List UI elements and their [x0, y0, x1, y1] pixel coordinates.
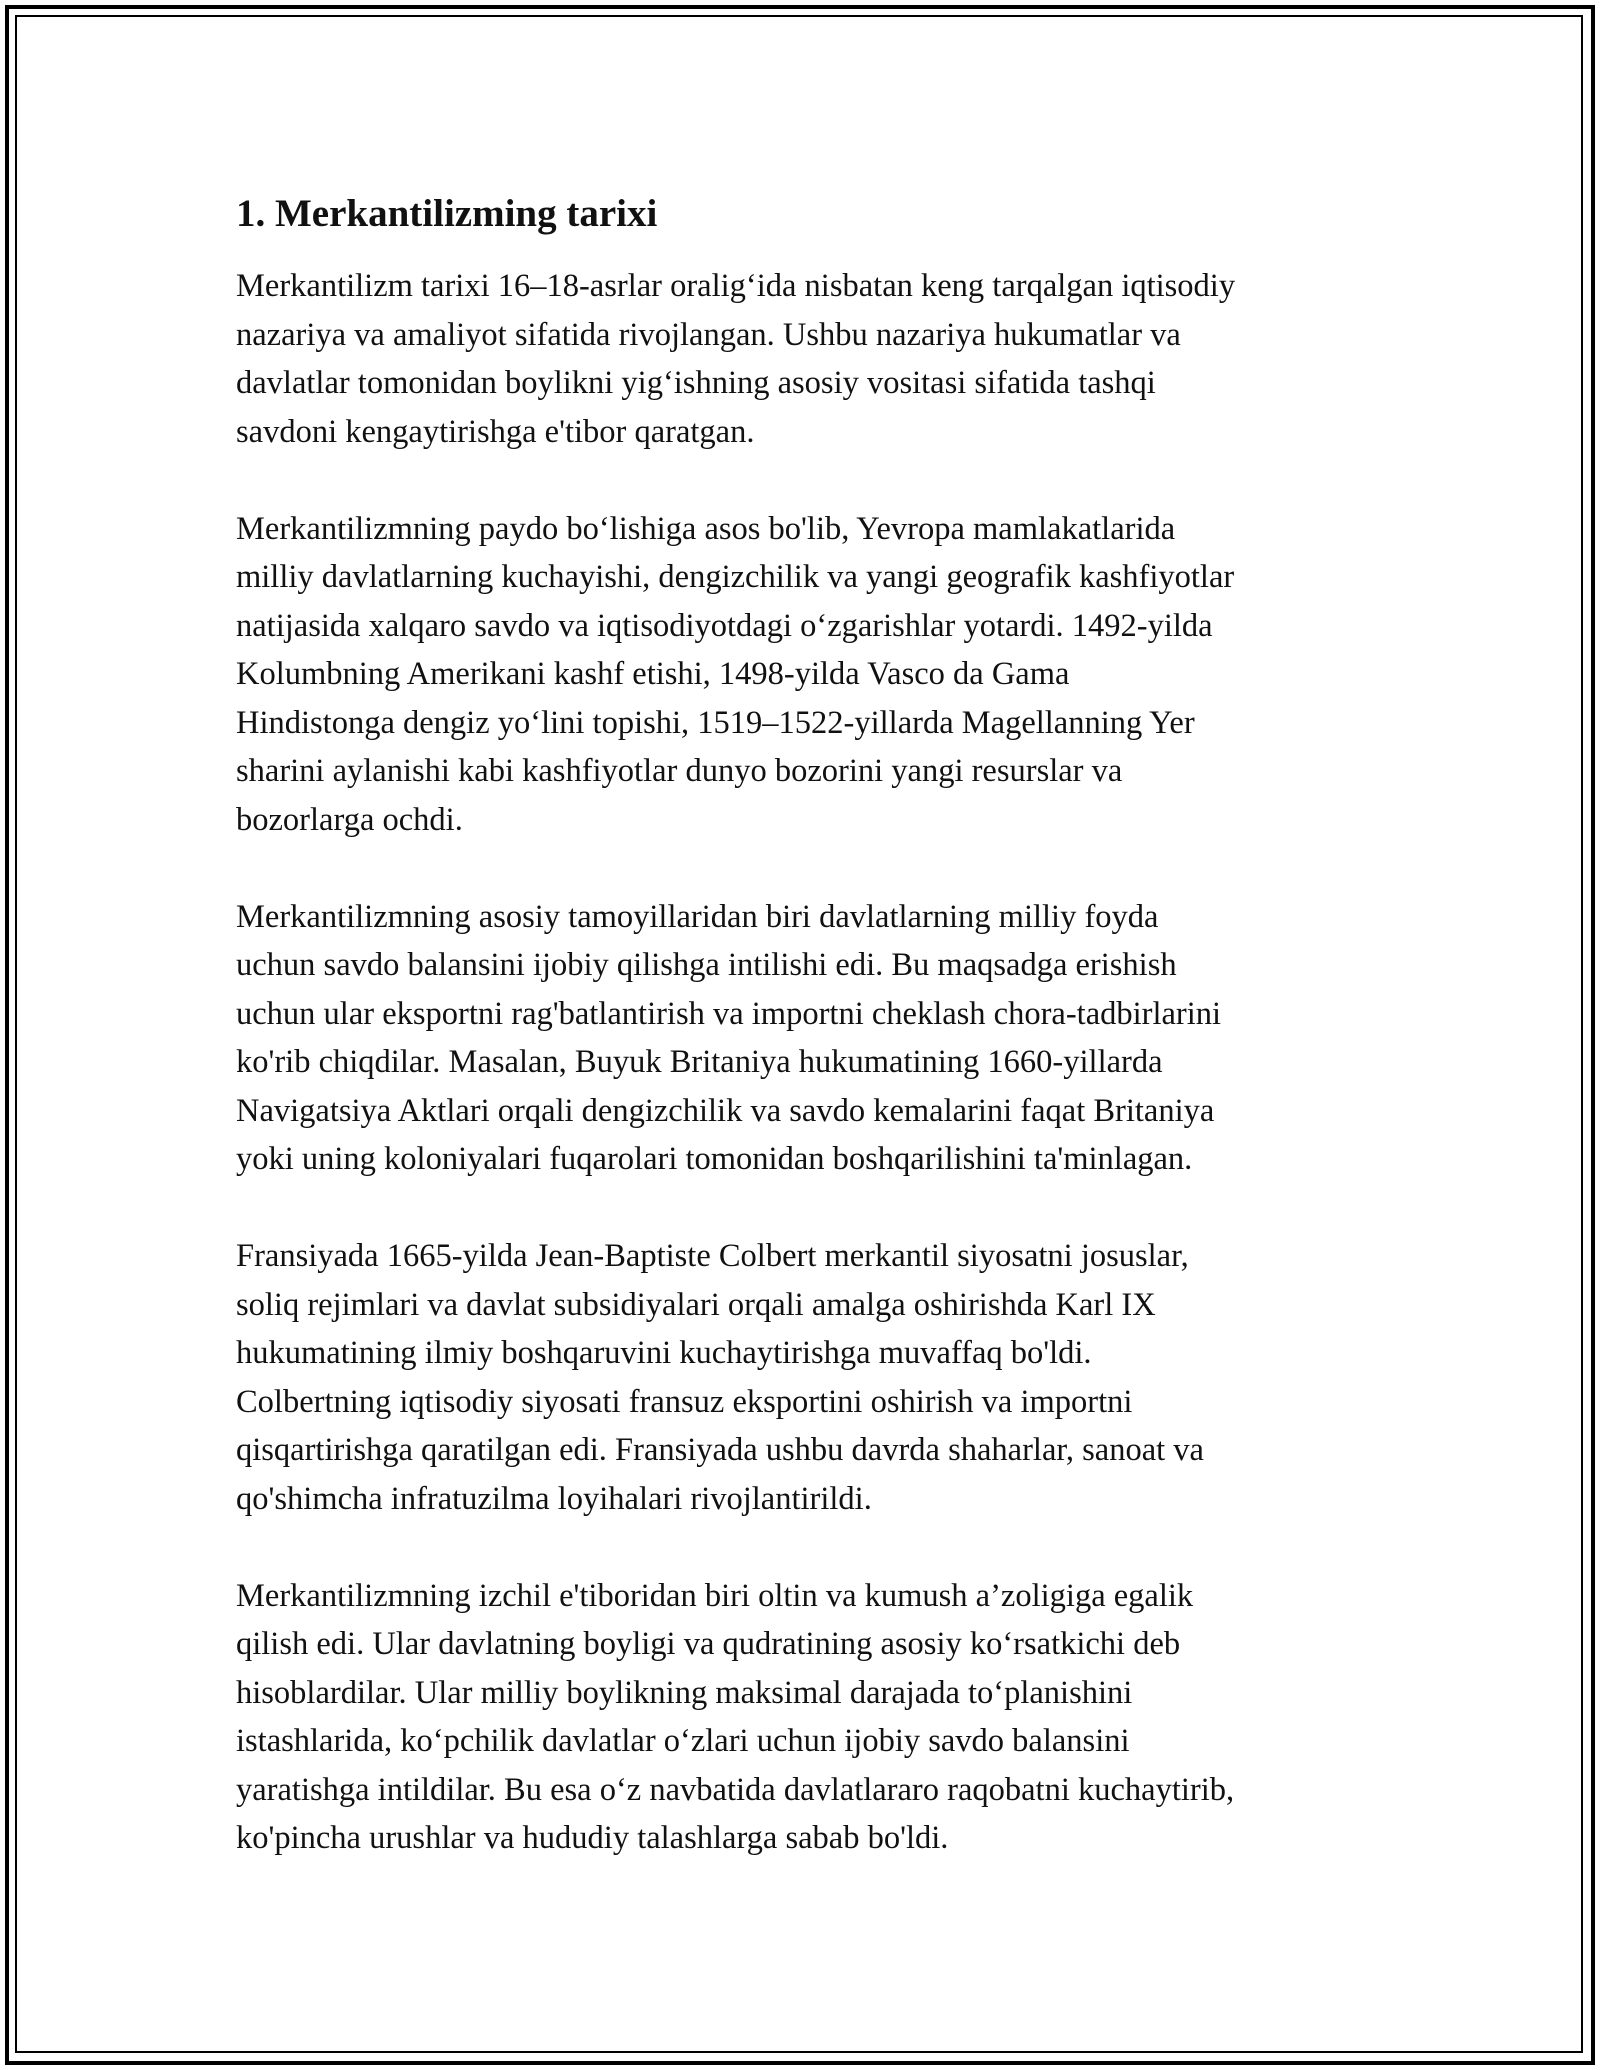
paragraph-5: Merkantilizmning izchil e'tiboridan biri oltin va kumush a’zoligiga egalik qilish edi. Ular davlatning boyligi va qudratining asosiy ko‘rsatkichi deb hisoblardilar. Ular milliy boylikning maksimal darajada to‘planishini istashlarida, ko‘pchilik davlatlar o‘zlari uchun ijobiy savdo balansini yaratishga intildilar. Bu esa o‘z navbatida davlatlararo raqobatni kuchaytirib, ko'pincha urushlar va hududiy talashlarga sabab bo'ldi.: [236, 1577, 1235, 1856]
paragraph-2: Merkantilizmning paydo bo‘lishiga asos bo'lib, Yevropa mamlakatlarida milliy davlatlarning kuchayishi, dengizchilik va yangi geografik kashfiyotlar natijasida xalqaro savdo va iqtisodiyotdagi o‘zgarishlar yotardi. 1492-yilda Kolumbning Amerikani kashf etishi, 1498-yilda Vasco da Gama Hindistonga dengiz yo‘lini topishi, 1519–1522-yillarda Magellanning Yer sharini aylanishi kabi kashfiyotlar dunyo bozorini yangi resurslar va bozorlarga ochdi.: [236, 510, 1235, 838]
paragraph-4: Fransiyada 1665-yilda Jean-Baptiste Colbert merkantil siyosatni josuslar, soliq rejimlari va davlat subsidiyalari orqali amalga oshirishda Karl IX hukumatining ilmiy boshqaruvini kuchaytirishga muvaffaq bo'ldi. Colbertning iqtisodiy siyosati fransuz eksportini oshirish va importni qisqartirishga qaratilgan edi. Fransiyada ushbu davrda shaharlar, sanoat va qo'shimcha infratuzilma loyihalari rivojlantirildi.: [236, 1238, 1204, 1517]
paragraph-3: Merkantilizmning asosiy tamoyillaridan biri davlatlarning milliy foyda uchun savdo balansini ijobiy qilishga intilishi edi. Bu maqsadga erishish uchun ular eksportni rag'batlantirish va importni cheklash chora-tadbirlarini ko'rib chiqdilar. Masalan, Buyuk Britaniya hukumatining 1660-yillarda Navigatsiya Aktlari orqali dengizchilik va savdo kemalarini faqat Britaniya yoki uning koloniyalari fuqarolari tomonidan boshqarilishini ta'minlagan.: [236, 898, 1222, 1177]
document-body: [236, 184, 1386, 1863]
section-heading: 1. Merkantilizming tarixi: [236, 192, 658, 235]
paragraph-1: Merkantilizm tarixi 16–18-asrlar oralig‘ida nisbatan keng tarqalgan iqtisodiy nazariya va amaliyot sifatida rivojlangan. Ushbu nazariya hukumatlar va davlatlar tomonidan boylikni yig‘ishning asosiy vositasi sifatida tashqi savdoni kengaytirishga e'tibor qaratgan.: [236, 268, 1236, 450]
